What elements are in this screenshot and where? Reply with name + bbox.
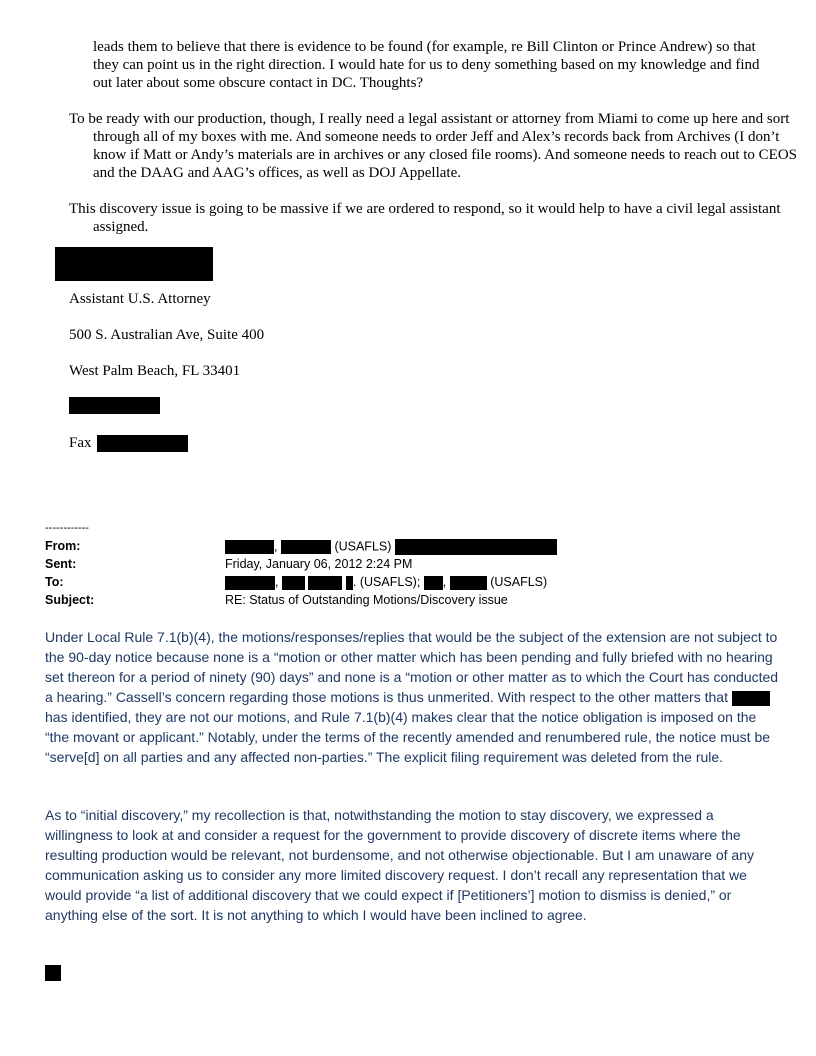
reply-paragraph-1 bbox=[45, 627, 780, 767]
header-separator: ------------ bbox=[45, 522, 89, 534]
to-org-b: (USAFLS) bbox=[490, 575, 548, 589]
reply-p1-part1: Under Local Rule 7.1(b)(4), the motions/responses/replies that would be the subject of the extension are not subject to the 90-day notice because none is a “motion or other matter which has been pending and fully briefed with no hearing set thereon for a period of ninety (90) days” and none is a “motion or other matter as to which the Court has conducted a hearing.” Cassell’s concern regarding those motions is thus unmerited. With respect to the other matters that bbox=[45, 629, 779, 705]
redaction-from-first bbox=[281, 540, 331, 554]
fax-label: Fax bbox=[69, 435, 92, 451]
redaction-phone bbox=[69, 397, 160, 414]
signature-address-line2: West Palm Beach, FL 33401 bbox=[69, 363, 241, 379]
production-paragraph: To be ready with our production, though, I really need a legal assistant or attorney from Miami to come up here and sort through all of my boxes with me. And someone needs to order Jeff and Alex’s records back from Archives (I don’t know if Matt or Andy’s materials are in archives or any closed file rooms). And someone needs to reach out to CEOS and the DAAG and AAG’s offices, as well as DOJ Appellate. bbox=[69, 111, 798, 181]
from-value: , (USAFLS) bbox=[225, 539, 557, 555]
to-value: , . (USAFLS); , (USAFLS) bbox=[225, 575, 547, 590]
redaction-to-1 bbox=[225, 576, 275, 590]
sent-label: Sent: bbox=[45, 557, 77, 571]
continued-paragraph: leads them to believe that there is evidence to be found (for example, re Bill Clinton or Prince Andrew) so that they can point us in the right direction. I would hate for us to deny something based on my knowledge and find out later about some obscure contact in DC. Thoughts? bbox=[93, 39, 760, 91]
reply-paragraph-2: As to “initial discovery,” my recollection is that, notwithstanding the motion to stay discovery, we expressed a willingness to look at and consider a request for the government to provide discovery of discrete items where the resulting production would be relevant, not burdensome, and not otherwise objectionable. But I am unaware of any communication asking us to consider any more limited discovery request. I don’t recall any representation that we would provide “a list of additional discovery that we could expect if [Petitioners’] motion to dismiss is denied,” or anything else of the sort. It is not anything to which I would have been inclined to agree. bbox=[45, 807, 754, 923]
signature-title: Assistant U.S. Attorney bbox=[69, 291, 211, 307]
redaction-from-last bbox=[225, 540, 274, 554]
from-label: From: bbox=[45, 539, 81, 553]
redaction-bottom-mark bbox=[45, 965, 61, 981]
signature-fax-row bbox=[69, 434, 188, 452]
redaction-reply-name bbox=[732, 691, 770, 706]
redaction-to-2 bbox=[282, 576, 305, 590]
to-label: To: bbox=[45, 575, 64, 589]
redaction-to-4 bbox=[346, 576, 353, 590]
redaction-to-6 bbox=[450, 576, 487, 590]
signature-address-line1: 500 S. Australian Ave, Suite 400 bbox=[69, 327, 265, 343]
to-org-a: . (USAFLS); bbox=[352, 575, 421, 589]
sent-value: Friday, January 06, 2012 2:24 PM bbox=[225, 557, 413, 571]
reply-p1-part2: has identified, they are not our motions, and Rule 7.1(b)(4) makes clear that the notice obligation is imposed on the “the movant or applicant.” Notably, under the terms of the recently amended and renumbered rule, the notice must be “serve[d] on all parties and any affected non-parties.” The explicit filing requirement was deleted from the rule. bbox=[45, 709, 771, 765]
redaction-fax bbox=[97, 435, 188, 452]
redaction-to-3 bbox=[308, 576, 342, 590]
redaction-from-email bbox=[395, 539, 557, 555]
from-org: (USAFLS) bbox=[334, 539, 392, 554]
discovery-paragraph: This discovery issue is going to be massive if we are ordered to respond, so it would help to have a civil legal assistant assigned. bbox=[69, 201, 781, 235]
redaction-to-5 bbox=[424, 576, 443, 590]
subject-value: RE: Status of Outstanding Motions/Discovery issue bbox=[225, 593, 508, 607]
redaction-name bbox=[55, 247, 213, 281]
subject-label: Subject: bbox=[45, 593, 95, 607]
